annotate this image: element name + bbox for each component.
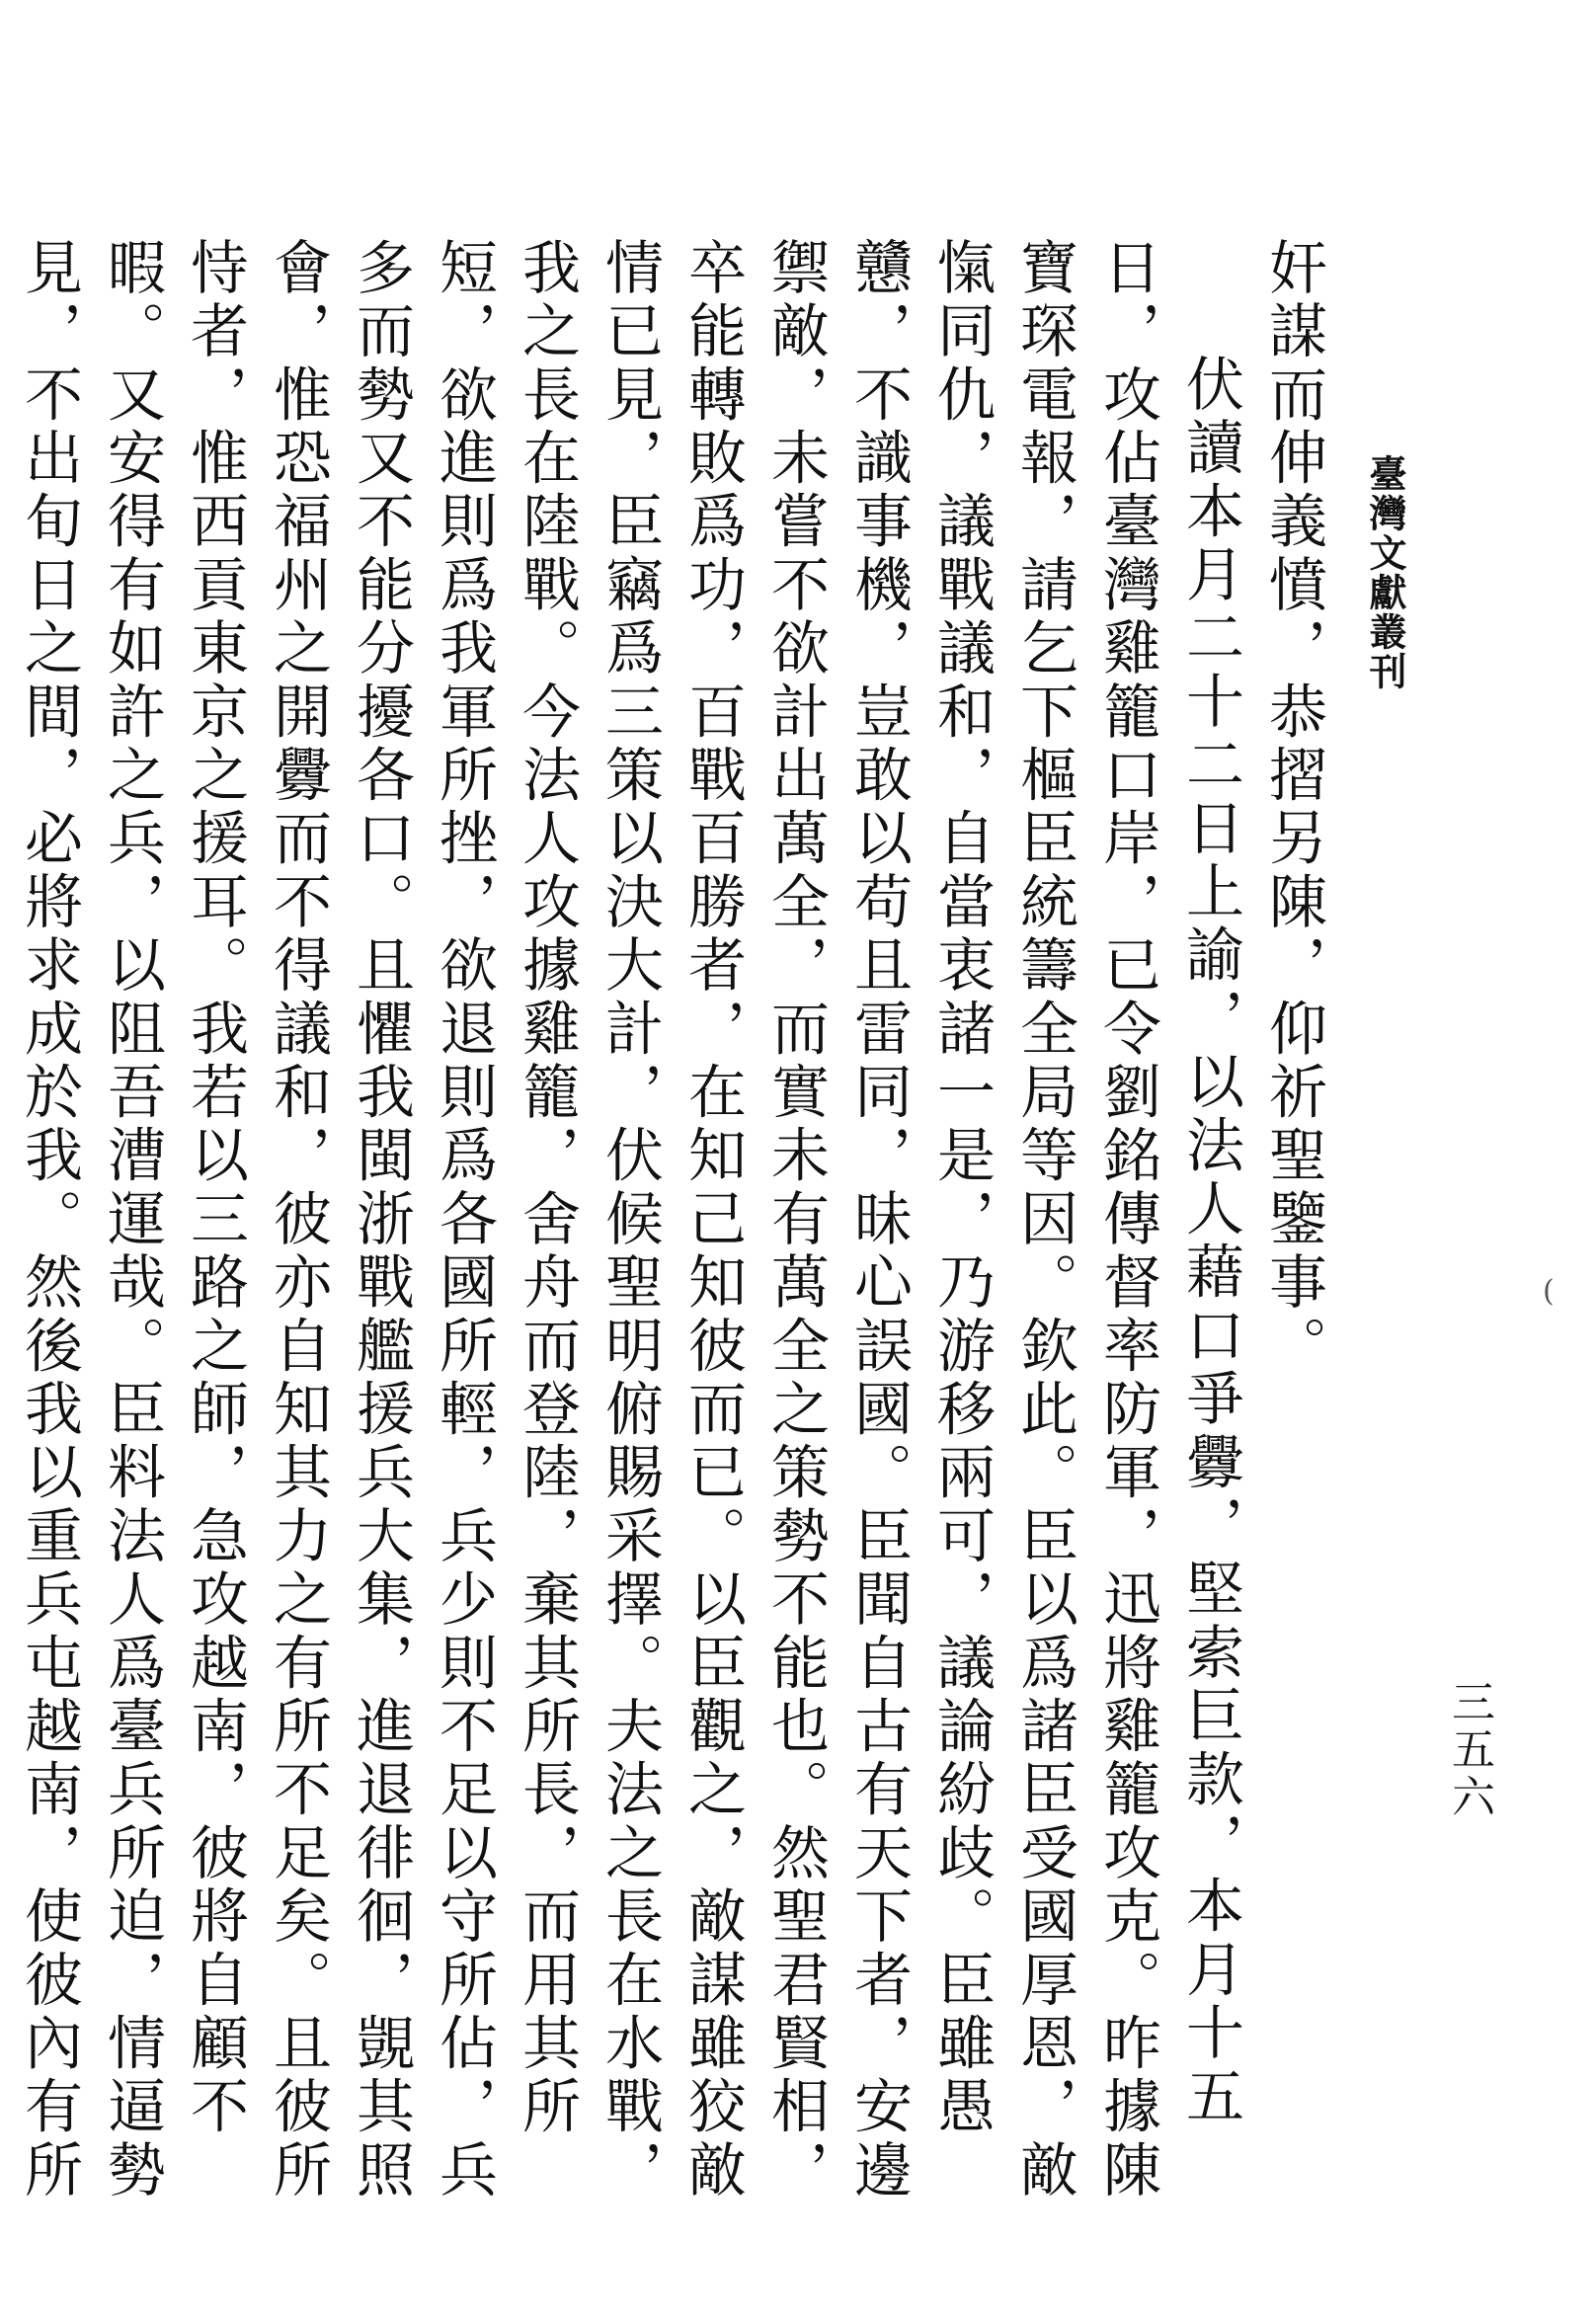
paragraph-opening: 奸謀而伸義憤，恭摺另陳，仰祈聖鑒事。 — [1259, 237, 1327, 1379]
page-number: 三五六 — [1444, 1679, 1494, 1821]
paragraph-memorial: 伏讀本月二十二日上諭，以法人藉口爭釁，堅索巨款，本月十五日，攻佔臺灣雞籠口岸，已令劉銘傳督率防軍，迅將雞籠攻克。昨據陳寶琛電報，請乞下樞臣統籌全局等因。欽此。臣以爲諸臣受國厚恩，敵愾同仇，議戰議和，自當衷諸一是，乃游移兩可，議論紛歧。臣雖愚戇，不識事機，豈敢以苟且雷同，昧心誤國。臣聞自古有天下者，安邊禦敵，未嘗不欲計出萬全，而實未有萬全之策勢不能也。然聖君賢相，卒能轉敗爲功，百戰百勝者，在知己知彼而已。以臣觀之，敵謀雖狡敵情已見，臣竊爲三策以決大計，伏候聖明俯賜采擇。夫法之長在水戰，我之長在陸戰。今法人攻據雞籠，舍舟而登陸，棄其所長，而用其所短，欲進則爲我軍所挫，欲退則爲各國所輕，兵少則不足以守所佔，兵多而勢又不能分擾各口。且懼我閩浙戰艦援兵大集，進退徘徊，覬其照會，惟恐福州之開釁而不得議和，彼亦自知其力之有所不足矣。且彼所恃者，惟西貢東京之援耳。我若以三路之師，急攻越南，彼將自顧不暇。又安得有如許之兵，以阻吾漕運哉。臣料法人爲臺兵所迫，情逼勢見，不出旬日之間，必將求成於我。然後我以重兵屯越南，使彼內有所 — [15, 237, 1244, 2203]
series-title: 臺灣文獻叢刊 — [1363, 454, 1407, 691]
scan-speck: ( — [1543, 1274, 1555, 1309]
body-text — [15, 237, 1334, 2212]
